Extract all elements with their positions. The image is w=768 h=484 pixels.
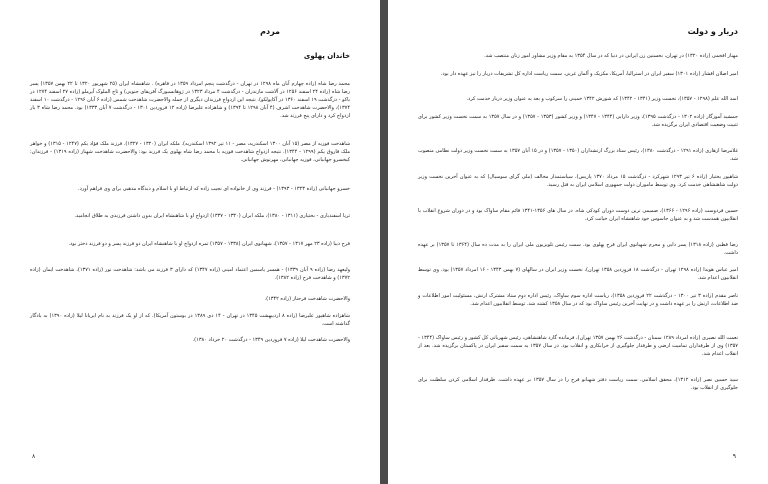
paragraph: اسد الله علم (۱۲۹۸ - ۱۳۵۷)، نخست وزیر (۱۳۴۱ - ۱۳۴۲) که شورش ۱۳۴۲ خمینی را سرکوب و بعد به عنوان وزیر دربار خدمت کرد. bbox=[466, 96, 738, 102]
section-subtitle: خاندان پهلوی bbox=[303, 52, 350, 60]
paragraph: امیر اصلان افشار (زاده ۱۳۰۱) سفیر ایران در استرالیا، آمریکا، مکزیک و آلمان غربی. سمت ریاست اداره کل تشریفات دربار را نیز عهده دار بود. bbox=[440, 71, 738, 77]
page-number: ۹ bbox=[732, 453, 736, 460]
paragraph: شاهپور بختیار (زاده ۶ تیر ۱۲۹۳ شهرکرد - درگذشت ۱۵ مرداد ۱۳۷۰ پاریس)، سیاستمدار مخالف (ملی گرای سوسیال) که به عنوان آخرین نخست وزیر دولت شاهنشاهی خدمت کرد. وی توسط ماموران دولت جمهوری اسلامی ایران به قتل رسید. bbox=[418, 174, 739, 188]
paragraph: شاهدخت فوزیه از مصر (۱۵ آبان ۱۳۰۰ اسکندریه، مصر - ۱۱ تیر ۱۳۹۲ اسکندریه). ملکه ایران (۱۳۲۰ - ۱۳۲۷). فرزند ملک فؤاد یکم (۱۲۴۷ - ۱۳۱۵) و خواهر ملک فاروق یکم (۱۲۹۹ - ۱۳۴۴). نتیجه ازدواج شاهدخت فوزیه با محمد رضا شاه پهلوی یک فرزند بود: والاحضرت شاهدخت شهناز (زاده ۱۳۱۹) - فرزندان: کیخسرو جهانبانی، فوزیه جهانبانی، مهرنوش جهانبانی. bbox=[30, 141, 351, 163]
paragraph: حسین فردوست (زاده ۱۲۹۶ - ۱۳۶۶)، صمیمی ترین دوست دوران کودکی شاه. در سال های ۱۳۵۶-۱۳۴۱ قائم مقام ساواک بود و در دوران شروع انقلاب با انقلابیون همدست شد و به عنوان جاسوس خود شاهنشاه ایران خیانت کرد. bbox=[418, 208, 739, 222]
paragraph: غلامرضا ازهاری (زاده ۱۲۹۱ - درگذشت ۱۳۸۰)، رئیس ستاد بزرگ ارتشداران (۱۳۵۰ - ۱۳۵۷) و در ۱۵ آبان ۱۳۵۷ به سمت نخست وزیر دولت نظامی منصوب شد. bbox=[418, 148, 739, 162]
paragraph: خسرو جهانبانی (زاده ۱۳۲۳ - ۱۳۹۳) - فرزند وی از خانواده ای نجیب زاده که ارتباط او با اسلام و دیدگاه مذهبی برای وی فراهم آورد. bbox=[78, 186, 350, 192]
paragraph: شاهزاده شاهپور علیرضا (زاده ۸ اردیبهشت ۱۳۴۵ در تهران - ۱۴ دی ۱۳۸۹ در بوستون آمریکا). که از او یک فرزند به نام ایریانا لیلا (زاده ۱۳۹۰) به یادگار گذاشته است. bbox=[30, 313, 350, 327]
page-title: مردم bbox=[260, 27, 280, 36]
paragraph: سید حسین نصر (زاده ۱۳۱۲)، محقق اسلامی. سمت ریاست دفتر شهبانو فرح را در سال ۱۳۵۷ بر عهده داشت. طرفدار اسلامی کردن سلطنت برای جلوگیری از انقلاب بود. bbox=[418, 377, 738, 391]
right-page bbox=[388, 0, 768, 484]
paragraph: امیر عباس هویدا (زاده ۱۲۹۸ تهران - درگذشت ۱۸ فروردین ۱۳۵۸ تهران)، نخست وزیر ایران در سالهای (۷ بهمن ۱۳۴۳ - ۱۶ امرداد ۱۳۵۷) بود. وی توسط انقلابیون اعدام شد. bbox=[418, 267, 738, 281]
paragraph: والاحضرت شاهدخت فرحناز (زاده ۱۳۴۲). bbox=[264, 296, 350, 302]
left-page bbox=[0, 0, 380, 484]
paragraph: ناصر مقدم (زاده ۳ تیر ۱۳۰۰ - درگذشت ۲۲ فروردین ۱۳۵۸)، ریاست اداره سوم ساواک، رئیس اداره دوم ستاد مشترک ارتش، مسئولیت امور اطلاعات و ضد اطلاعات، ارتش را بر عهده داشت و در نهایت آخرین رئیس ساواک بود که در سال ۱۳۵۸ کشته شد. توسط انقلابیون اعدام شد. bbox=[418, 293, 738, 307]
paragraph: جمشید آموزگار (زاده ۱۳۰۲ - درگذشت ۱۳۹۵)، وزیر دارایی (۱۳۴۴ - ۱۳۴۷) و وزیر کشور (۱۳۵۳ - ۱۳۵۷) و در سال ۱۳۵۷ به سمت نخست وزیر کشور برای تثبیت وضعیت اقتصادی ایران برگزیده شد. bbox=[418, 114, 738, 128]
paragraph: ولیعهد رضا (زاده ۹ آبان ۱۳۳۹) - همسر یاسمین اعتماد امینی (زاده ۱۳۴۷) که دارای ۳ فرزند می باشد: شاهدخت نور (زاده ۱۳۷۱)، شاهدخت ایمان (زاده ۱۳۷۲) و شاهدخت فرح (زاده ۱۳۸۲). bbox=[30, 267, 351, 281]
paragraph: فرح دیبا (زاده ۲۳ مهر ۱۳۱۷ - ۱۳۵۷)، شهبانوی ایران (۱۳۳۸ - ۱۳۵۷) ثمره ازدواج او با شاهنشاه ایران دو فرزند پسر و دو فرزند دختر بود. bbox=[68, 241, 350, 247]
paragraph: مهناز افخمی (زاده ۱۳۲۰) در تهران، نخستین زن ایرانی در دنیا که در سال ۱۳۵۴ به مقام وزیر مشاور امور زنان منتصب شد. bbox=[484, 53, 738, 59]
paragraph: محمد رضا شاه (زاده چهارم آبان ماه ۱۲۹۸ در تهران - درگذشت پنجم امرداد ۱۳۵۹ در قاهره) . شاهنشاه ایران (۲۵ شهریور ۱۳۲۰ تا ۲۲ بهمن ۱۳۵۷) پسر رضا شاه (زاده ۲۴ اسفند ۱۲۵۶ در آلاشت مازندران - درگذشت ۴ مرداد ۱۳۲۳ در ژوهانسبورگ آفریقای جنوبی) و تاج الملوک آیرملو (زاده ۲۷ اسفند ۱۲۷۴ در باکو - درگذشت ۱۹ اسفند ۱۳۶۰ در آکاپولکو). نتیجه این ازدواج فرزندان دیگری از جمله والاحضرت شاهدخت شمس (زاده ۶ آبان ۱۲۹۶ - درگذشت ۱۰ اسفند ۱۳۷۴)، والاحضرت شاهدخت اشرف (۴ آبان ۱۲۹۸ تا ۱۳۹۴) و شاهزاده علیرضا (زاده ۱۲ فروردین ۱۳۰۱ - درگذشت ۷ آبان ۱۳۳۳) بود. محمد رضا شاه ۳ بار ازدواج کرد و دارای پنج فرزند شد. bbox=[30, 81, 351, 119]
page-number: ۸ bbox=[32, 453, 36, 460]
paragraph: ثریا اسفندیاری - بختیاری (۱۳۱۱ - ۱۳۸۰)، ملکه ایران (۱۳۳۰ - ۱۳۳۷) ازدواج او با شاهنشاه ایران بدون داشتن فرزندی به طلاق انجامید. bbox=[74, 213, 350, 219]
paragraph: نعمت الله نصیری (زاده امرداد ۱۲۸۹ سمنان - درگذشت ۲۶ بهمن ۱۳۵۷ تهران)، فرمانده گارد شاهنشاهی، رئیس شهربانی کل کشور و رئیس ساواک (۱۳۴۴ - ۱۳۵۷) وی از طرفداران تمامیت ارضی و طرفدار جلوگیری از خرابکاری و انقلاب بود. در سال ۱۳۵۷ به سمت سفیر ایران در پاکستان برگزیده شد. بعد از انقلاب اعدام شد. bbox=[418, 335, 738, 357]
paragraph: والاحضرت شاهدخت لیلا (زاده ۷ فروردین ۱۳۴۹ - درگذشت ۲۰ خرداد ۱۳۸۰). bbox=[192, 337, 350, 343]
page-title: دربار و دولت bbox=[687, 27, 738, 36]
paragraph: رضا قطبی (زاده ۱۳۱۸) پسر دایی و محرم شهبانوی ایران فرح پهلوی بود. سمت رئیس تلویزیون ملی ایران را به مدت ده سال (۱۳۶۴ تا ۱۳۵۷) بر عهده داشت. bbox=[418, 242, 739, 256]
